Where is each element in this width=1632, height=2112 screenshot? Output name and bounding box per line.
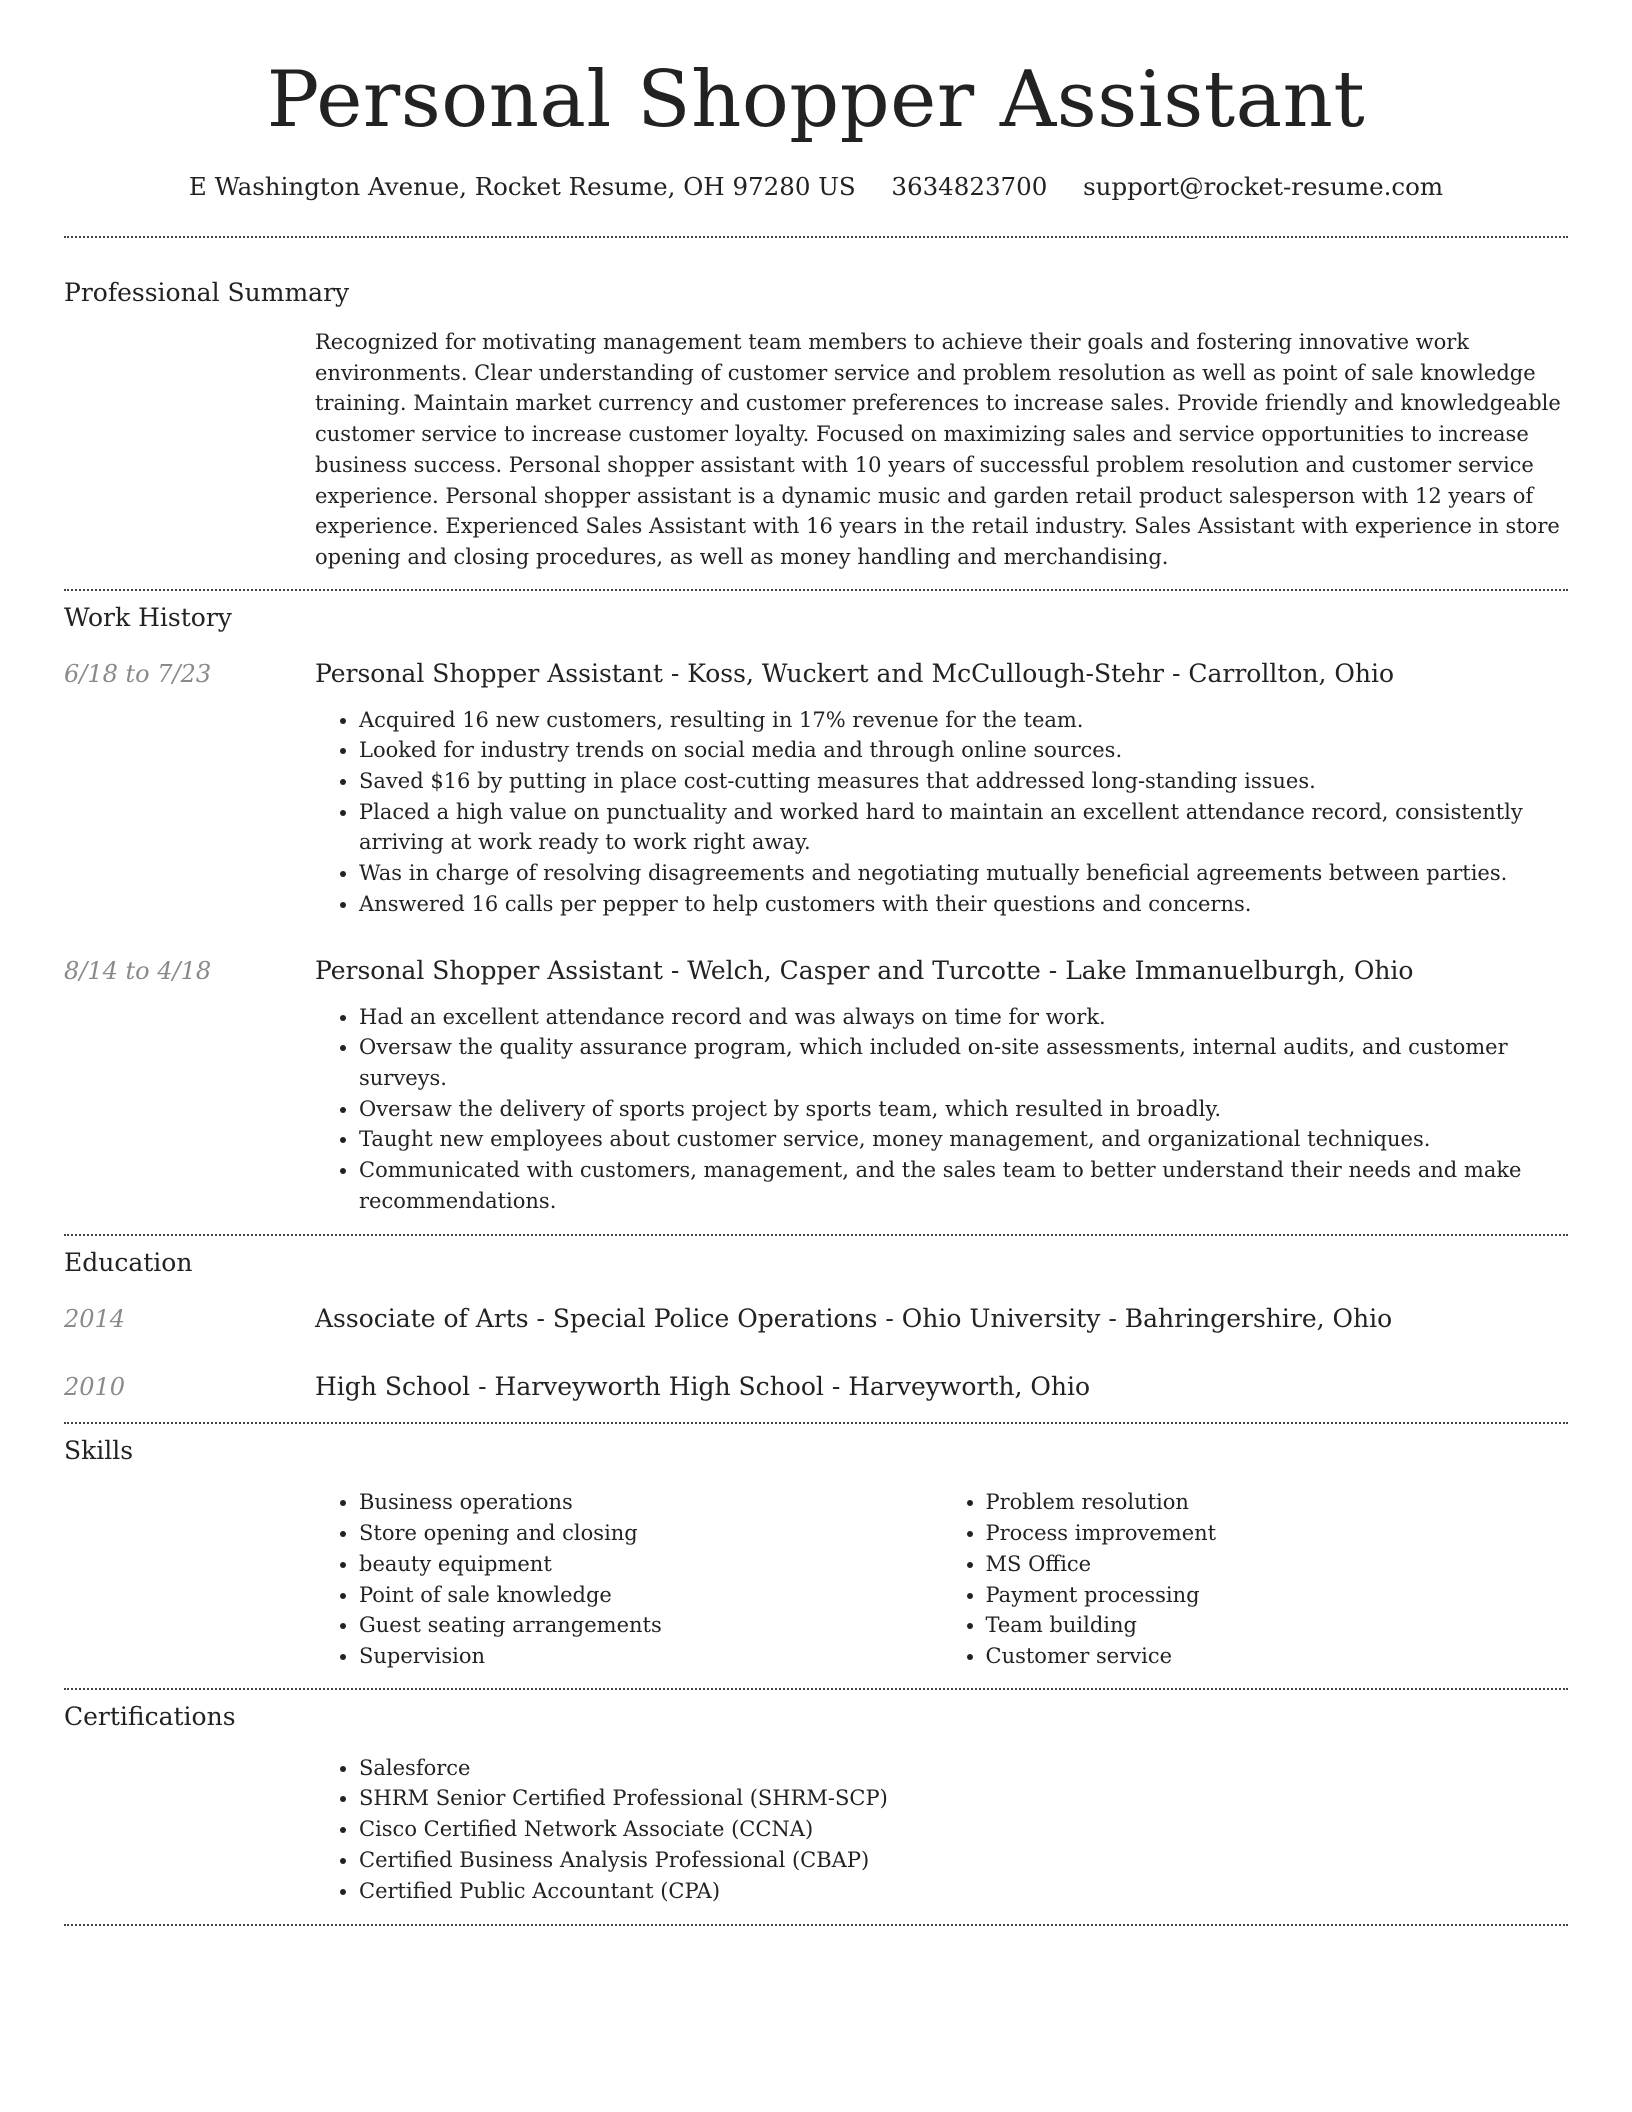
skills-title: Skills [64,1436,134,1466]
list-item: • Certified Public Accountant (CPA) [359,1876,1568,1907]
list-item: • Taught new employees about customer service, money management, and organizational techniques. [359,1124,1568,1155]
list-item: • Customer service [986,1641,1569,1672]
list-item: • Supervision [359,1641,942,1672]
list-item: • Guest seating arrangements [359,1610,942,1641]
resume-header [0,0,1632,204]
list-item: • Communicated with customers, management, and the sales team to better understand their needs and make recommendations. [359,1155,1568,1216]
list-item: • Store opening and closing [359,1518,942,1549]
work-history-title: Work History [64,602,232,632]
list-item: • Saved $16 by putting in place cost-cutting measures that addressed long-standing issues. [359,766,1568,797]
education-entry [64,1302,1568,1336]
education-year: 2014 [64,1305,126,1334]
contact-line [0,170,1632,204]
list-item: • Had an excellent attendance record and was always on time for work. [359,1002,1568,1033]
list-item: • Salesforce [359,1753,1568,1784]
list-item: • Business operations [359,1487,942,1518]
list-item: • Payment processing [986,1580,1569,1611]
work-history-section [0,591,1632,1217]
list-item: • Oversaw the delivery of sports project by sports team, which resulted in broadly. [359,1094,1568,1125]
certifications-title: Certifications [64,1701,236,1731]
job-dates: 6/18 to 7/23 [64,659,212,688]
education-detail: High School - Harveyworth High School - Harveyworth, Ohio [315,1372,1091,1402]
job-bullets [315,705,1568,920]
list-item: • Team building [986,1610,1569,1641]
summary-section [0,238,1632,573]
skills-columns [315,1487,1568,1671]
list-item: • Answered 16 calls per pepper to help customers with their questions and concerns. [359,889,1568,920]
list-item: • Was in charge of resolving disagreements and negotiating mutually beneficial agreements between parties. [359,858,1568,889]
skills-list-right [942,1487,1569,1671]
candidate-name: Personal Shopper Assistant [266,55,1366,145]
education-entry [64,1370,1568,1404]
list-item: • beauty equipment [359,1549,942,1580]
certifications-list [315,1753,1568,1907]
skills-section [0,1424,1632,1671]
list-item: • Process improvement [986,1518,1569,1549]
contact-address: E Washington Avenue, Rocket Resume, OH 97280 US [188,172,856,201]
job-heading: Personal Shopper Assistant - Welch, Casper and Turcotte - Lake Immanuelburgh, Ohio [315,955,1414,985]
job-bullets [315,1002,1568,1217]
summary-title: Professional Summary [64,278,350,307]
list-item: • Placed a high value on punctuality and worked hard to maintain an excellent attendance record, consistently arriving at work ready to work right away. [359,797,1568,858]
list-item: • Acquired 16 new customers, resulting in 17% revenue for the team. [359,705,1568,736]
job-entry [64,954,1568,1217]
education-year: 2010 [64,1373,126,1402]
list-item: • Certified Business Analysis Professional (CBAP) [359,1845,1568,1876]
education-section [0,1236,1632,1404]
list-item: • Problem resolution [986,1487,1569,1518]
job-heading: Personal Shopper Assistant - Koss, Wuckert and McCullough-Stehr - Carrollton, Ohio [315,658,1395,688]
job-dates: 8/14 to 4/18 [64,956,212,985]
section-divider [64,1924,1568,1926]
list-item: • SHRM Senior Certified Professional (SHRM-SCP) [359,1783,1568,1814]
list-item: • Cisco Certified Network Associate (CCNA) [359,1814,1568,1845]
skills-list-left [315,1487,942,1671]
education-title: Education [64,1248,193,1278]
job-entry [64,657,1568,920]
list-item: • Point of sale knowledge [359,1580,942,1611]
summary-text: Recognized for motivating management team members to achieve their goals and fostering innovative work environments. Clear understanding of customer service and problem resolution as well as point of sale knowledge training. Maintain market currency and customer preferences to increase sales. Provide friendly and knowledgeable customer service to increase customer loyalty. Focused on maximizing sales and service opportunities to increase business success. Personal shopper assistant with 10 years of successful problem resolution and customer service experience. Personal shopper assistant is a dynamic music and garden retail product salesperson with 12 years of experience. Experienced Sales Assistant with 16 years in the retail industry. Sales Assistant with experience in store opening and closing procedures, as well as money handling and merchandising. [315,330,1561,569]
certifications-section [0,1690,1632,1907]
list-item: • MS Office [986,1549,1569,1580]
education-detail: Associate of Arts - Special Police Operations - Ohio University - Bahringershire, Ohio [315,1304,1393,1334]
contact-phone: 3634823700 [891,172,1048,201]
list-item: • Looked for industry trends on social media and through online sources. [359,735,1568,766]
contact-email: support@rocket-resume.com [1083,172,1444,201]
list-item: • Oversaw the quality assurance program, which included on-site assessments, internal audits, and customer surveys. [359,1032,1568,1093]
